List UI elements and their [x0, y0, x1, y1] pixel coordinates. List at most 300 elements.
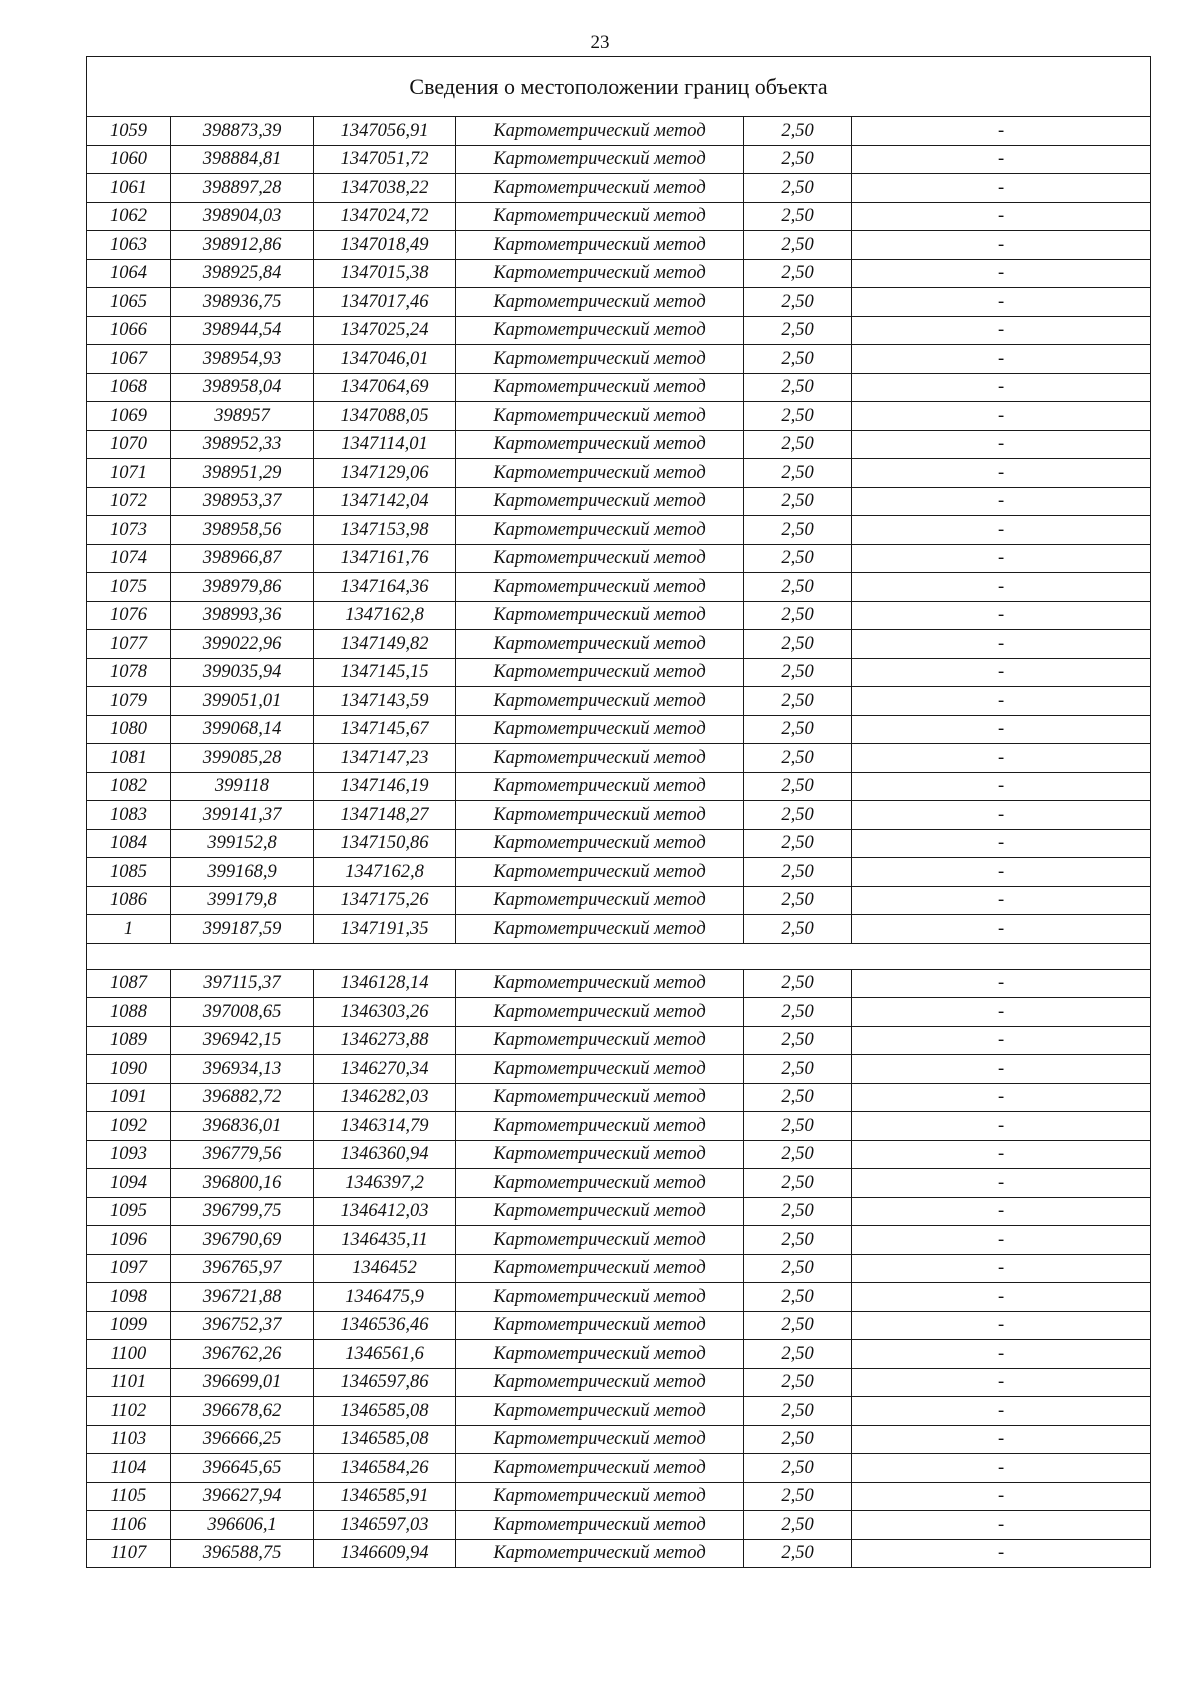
method-cell: Картометрический метод [456, 1226, 744, 1255]
method-cell: Картометрический метод [456, 1283, 744, 1312]
point-number-cell: 1074 [87, 544, 171, 573]
description-cell: - [852, 601, 1151, 630]
method-cell: Картометрический метод [456, 1112, 744, 1141]
point-number-cell: 1067 [87, 345, 171, 374]
table-row [87, 573, 1151, 602]
accuracy-cell: 2,50 [744, 1226, 852, 1255]
description-cell: - [852, 1340, 1151, 1369]
point-number-cell: 1090 [87, 1055, 171, 1084]
method-cell: Картометрический метод [456, 1368, 744, 1397]
accuracy-cell: 2,50 [744, 1055, 852, 1084]
method-cell: Картометрический метод [456, 1539, 744, 1568]
table-row [87, 1140, 1151, 1169]
table-row [87, 459, 1151, 488]
point-number-cell: 1061 [87, 174, 171, 203]
method-cell: Картометрический метод [456, 1254, 744, 1283]
table-row [87, 430, 1151, 459]
accuracy-cell: 2,50 [744, 772, 852, 801]
description-cell: - [852, 231, 1151, 260]
accuracy-cell: 2,50 [744, 1311, 852, 1340]
table-row [87, 516, 1151, 545]
description-cell: - [852, 430, 1151, 459]
accuracy-cell: 2,50 [744, 630, 852, 659]
point-number-cell: 1086 [87, 886, 171, 915]
accuracy-cell: 2,50 [744, 1425, 852, 1454]
description-cell: - [852, 516, 1151, 545]
accuracy-cell: 2,50 [744, 430, 852, 459]
x-coordinate-cell: 396779,56 [171, 1140, 314, 1169]
description-cell: - [852, 316, 1151, 345]
description-cell: - [852, 487, 1151, 516]
method-cell: Картометрический метод [456, 487, 744, 516]
point-number-cell: 1 [87, 915, 171, 944]
x-coordinate-cell: 399085,28 [171, 744, 314, 773]
point-number-cell: 1083 [87, 801, 171, 830]
x-coordinate-cell: 396762,26 [171, 1340, 314, 1369]
y-coordinate-cell: 1346585,08 [314, 1397, 456, 1426]
table-row [87, 231, 1151, 260]
description-cell: - [852, 544, 1151, 573]
accuracy-cell: 2,50 [744, 202, 852, 231]
accuracy-cell: 2,50 [744, 1397, 852, 1426]
accuracy-cell: 2,50 [744, 573, 852, 602]
x-coordinate-cell: 397008,65 [171, 998, 314, 1027]
y-coordinate-cell: 1347024,72 [314, 202, 456, 231]
accuracy-cell: 2,50 [744, 1539, 852, 1568]
table-row [87, 174, 1151, 203]
x-coordinate-cell: 398912,86 [171, 231, 314, 260]
x-coordinate-cell: 398884,81 [171, 145, 314, 174]
y-coordinate-cell: 1346435,11 [314, 1226, 456, 1255]
table-row [87, 1169, 1151, 1198]
x-coordinate-cell: 399068,14 [171, 715, 314, 744]
method-cell: Картометрический метод [456, 573, 744, 602]
description-cell: - [852, 1197, 1151, 1226]
point-number-cell: 1080 [87, 715, 171, 744]
y-coordinate-cell: 1346584,26 [314, 1454, 456, 1483]
point-number-cell: 1075 [87, 573, 171, 602]
description-cell: - [852, 1112, 1151, 1141]
table-row [87, 772, 1151, 801]
accuracy-cell: 2,50 [744, 231, 852, 260]
description-cell: - [852, 1169, 1151, 1198]
point-number-cell: 1104 [87, 1454, 171, 1483]
method-cell: Картометрический метод [456, 658, 744, 687]
description-cell: - [852, 373, 1151, 402]
description-cell: - [852, 969, 1151, 998]
description-cell: - [852, 658, 1151, 687]
description-cell: - [852, 858, 1151, 887]
x-coordinate-cell: 396765,97 [171, 1254, 314, 1283]
table-row [87, 601, 1151, 630]
y-coordinate-cell: 1346314,79 [314, 1112, 456, 1141]
x-coordinate-cell: 399179,8 [171, 886, 314, 915]
table-row [87, 1055, 1151, 1084]
y-coordinate-cell: 1347162,8 [314, 858, 456, 887]
point-number-cell: 1082 [87, 772, 171, 801]
y-coordinate-cell: 1346273,88 [314, 1026, 456, 1055]
table-row [87, 1340, 1151, 1369]
description-cell: - [852, 1539, 1151, 1568]
point-number-cell: 1077 [87, 630, 171, 659]
description-cell: - [852, 402, 1151, 431]
method-cell: Картометрический метод [456, 715, 744, 744]
table-row [87, 1539, 1151, 1568]
description-cell: - [852, 1425, 1151, 1454]
point-number-cell: 1089 [87, 1026, 171, 1055]
description-cell: - [852, 687, 1151, 716]
x-coordinate-cell: 398897,28 [171, 174, 314, 203]
x-coordinate-cell: 397115,37 [171, 969, 314, 998]
x-coordinate-cell: 398993,36 [171, 601, 314, 630]
accuracy-cell: 2,50 [744, 259, 852, 288]
y-coordinate-cell: 1346585,08 [314, 1425, 456, 1454]
accuracy-cell: 2,50 [744, 1112, 852, 1141]
y-coordinate-cell: 1346536,46 [314, 1311, 456, 1340]
y-coordinate-cell: 1346585,91 [314, 1482, 456, 1511]
description-cell: - [852, 715, 1151, 744]
table-row [87, 1026, 1151, 1055]
x-coordinate-cell: 396752,37 [171, 1311, 314, 1340]
point-number-cell: 1091 [87, 1083, 171, 1112]
method-cell: Картометрический метод [456, 117, 744, 146]
table-row [87, 915, 1151, 944]
table-row [87, 687, 1151, 716]
table-row [87, 487, 1151, 516]
x-coordinate-cell: 398944,54 [171, 316, 314, 345]
accuracy-cell: 2,50 [744, 1026, 852, 1055]
point-number-cell: 1101 [87, 1368, 171, 1397]
method-cell: Картометрический метод [456, 1511, 744, 1540]
x-coordinate-cell: 398951,29 [171, 459, 314, 488]
x-coordinate-cell: 396699,01 [171, 1368, 314, 1397]
y-coordinate-cell: 1346397,2 [314, 1169, 456, 1198]
method-cell: Картометрический метод [456, 1169, 744, 1198]
method-cell: Картометрический метод [456, 801, 744, 830]
description-cell: - [852, 1311, 1151, 1340]
table-row [87, 886, 1151, 915]
method-cell: Картометрический метод [456, 1454, 744, 1483]
description-cell: - [852, 1454, 1151, 1483]
description-cell: - [852, 174, 1151, 203]
method-cell: Картометрический метод [456, 430, 744, 459]
x-coordinate-cell: 398925,84 [171, 259, 314, 288]
point-number-cell: 1062 [87, 202, 171, 231]
x-coordinate-cell: 398873,39 [171, 117, 314, 146]
y-coordinate-cell: 1347025,24 [314, 316, 456, 345]
description-cell: - [852, 744, 1151, 773]
method-cell: Картометрический метод [456, 145, 744, 174]
y-coordinate-cell: 1346282,03 [314, 1083, 456, 1112]
table-row [87, 316, 1151, 345]
x-coordinate-cell: 399152,8 [171, 829, 314, 858]
x-coordinate-cell: 399118 [171, 772, 314, 801]
table-row [87, 1283, 1151, 1312]
x-coordinate-cell: 396790,69 [171, 1226, 314, 1255]
description-cell: - [852, 573, 1151, 602]
point-number-cell: 1070 [87, 430, 171, 459]
accuracy-cell: 2,50 [744, 1254, 852, 1283]
accuracy-cell: 2,50 [744, 658, 852, 687]
x-coordinate-cell: 396678,62 [171, 1397, 314, 1426]
x-coordinate-cell: 398958,56 [171, 516, 314, 545]
description-cell: - [852, 1083, 1151, 1112]
method-cell: Картометрический метод [456, 316, 744, 345]
accuracy-cell: 2,50 [744, 601, 852, 630]
x-coordinate-cell: 396800,16 [171, 1169, 314, 1198]
method-cell: Картометрический метод [456, 231, 744, 260]
y-coordinate-cell: 1347164,36 [314, 573, 456, 602]
table-row [87, 1112, 1151, 1141]
point-number-cell: 1096 [87, 1226, 171, 1255]
table-row [87, 829, 1151, 858]
y-coordinate-cell: 1347064,69 [314, 373, 456, 402]
method-cell: Картометрический метод [456, 174, 744, 203]
point-number-cell: 1065 [87, 288, 171, 317]
method-cell: Картометрический метод [456, 744, 744, 773]
x-coordinate-cell: 398936,75 [171, 288, 314, 317]
point-number-cell: 1093 [87, 1140, 171, 1169]
accuracy-cell: 2,50 [744, 801, 852, 830]
point-number-cell: 1098 [87, 1283, 171, 1312]
point-number-cell: 1078 [87, 658, 171, 687]
point-number-cell: 1081 [87, 744, 171, 773]
y-coordinate-cell: 1347149,82 [314, 630, 456, 659]
description-cell: - [852, 259, 1151, 288]
table-row [87, 630, 1151, 659]
point-number-cell: 1099 [87, 1311, 171, 1340]
description-cell: - [852, 829, 1151, 858]
y-coordinate-cell: 1346412,03 [314, 1197, 456, 1226]
y-coordinate-cell: 1347017,46 [314, 288, 456, 317]
table-row [87, 969, 1151, 998]
point-number-cell: 1106 [87, 1511, 171, 1540]
accuracy-cell: 2,50 [744, 1169, 852, 1198]
x-coordinate-cell: 398953,37 [171, 487, 314, 516]
method-cell: Картометрический метод [456, 345, 744, 374]
table-row [87, 1482, 1151, 1511]
point-number-cell: 1087 [87, 969, 171, 998]
description-cell: - [852, 1254, 1151, 1283]
y-coordinate-cell: 1347145,67 [314, 715, 456, 744]
point-number-cell: 1095 [87, 1197, 171, 1226]
description-cell: - [852, 1140, 1151, 1169]
method-cell: Картометрический метод [456, 259, 744, 288]
method-cell: Картометрический метод [456, 1055, 744, 1084]
point-number-cell: 1079 [87, 687, 171, 716]
table-row [87, 1083, 1151, 1112]
method-cell: Картометрический метод [456, 687, 744, 716]
y-coordinate-cell: 1346609,94 [314, 1539, 456, 1568]
y-coordinate-cell: 1347114,01 [314, 430, 456, 459]
description-cell: - [852, 288, 1151, 317]
y-coordinate-cell: 1347051,72 [314, 145, 456, 174]
table-row [87, 345, 1151, 374]
x-coordinate-cell: 396799,75 [171, 1197, 314, 1226]
description-cell: - [852, 1226, 1151, 1255]
table-row [87, 1311, 1151, 1340]
y-coordinate-cell: 1346128,14 [314, 969, 456, 998]
y-coordinate-cell: 1346597,86 [314, 1368, 456, 1397]
accuracy-cell: 2,50 [744, 1368, 852, 1397]
table-row [87, 1254, 1151, 1283]
point-number-cell: 1059 [87, 117, 171, 146]
method-cell: Картометрический метод [456, 1482, 744, 1511]
description-cell: - [852, 772, 1151, 801]
method-cell: Картометрический метод [456, 516, 744, 545]
table-row [87, 1454, 1151, 1483]
y-coordinate-cell: 1347088,05 [314, 402, 456, 431]
description-cell: - [852, 886, 1151, 915]
method-cell: Картометрический метод [456, 1425, 744, 1454]
y-coordinate-cell: 1347046,01 [314, 345, 456, 374]
section-separator-cell [87, 943, 1151, 969]
x-coordinate-cell: 396882,72 [171, 1083, 314, 1112]
accuracy-cell: 2,50 [744, 516, 852, 545]
y-coordinate-cell: 1347145,15 [314, 658, 456, 687]
table-row [87, 402, 1151, 431]
y-coordinate-cell: 1347056,91 [314, 117, 456, 146]
accuracy-cell: 2,50 [744, 544, 852, 573]
accuracy-cell: 2,50 [744, 858, 852, 887]
description-cell: - [852, 998, 1151, 1027]
point-number-cell: 1092 [87, 1112, 171, 1141]
y-coordinate-cell: 1346303,26 [314, 998, 456, 1027]
y-coordinate-cell: 1347015,38 [314, 259, 456, 288]
y-coordinate-cell: 1347161,76 [314, 544, 456, 573]
description-cell: - [852, 1055, 1151, 1084]
y-coordinate-cell: 1346475,9 [314, 1283, 456, 1312]
x-coordinate-cell: 398979,86 [171, 573, 314, 602]
method-cell: Картометрический метод [456, 772, 744, 801]
table-row [87, 1368, 1151, 1397]
x-coordinate-cell: 396934,13 [171, 1055, 314, 1084]
table-row [87, 1511, 1151, 1540]
accuracy-cell: 2,50 [744, 1083, 852, 1112]
point-number-cell: 1073 [87, 516, 171, 545]
method-cell: Картометрический метод [456, 829, 744, 858]
description-cell: - [852, 345, 1151, 374]
point-number-cell: 1066 [87, 316, 171, 345]
point-number-cell: 1063 [87, 231, 171, 260]
point-number-cell: 1097 [87, 1254, 171, 1283]
table-row [87, 288, 1151, 317]
method-cell: Картометрический метод [456, 1026, 744, 1055]
table-row [87, 1425, 1151, 1454]
y-coordinate-cell: 1346270,34 [314, 1055, 456, 1084]
y-coordinate-cell: 1347143,59 [314, 687, 456, 716]
accuracy-cell: 2,50 [744, 1482, 852, 1511]
table-row [87, 1397, 1151, 1426]
description-cell: - [852, 1026, 1151, 1055]
x-coordinate-cell: 399187,59 [171, 915, 314, 944]
y-coordinate-cell: 1347018,49 [314, 231, 456, 260]
table-row [87, 202, 1151, 231]
accuracy-cell: 2,50 [744, 145, 852, 174]
table-row [87, 715, 1151, 744]
x-coordinate-cell: 399051,01 [171, 687, 314, 716]
point-number-cell: 1076 [87, 601, 171, 630]
point-number-cell: 1094 [87, 1169, 171, 1198]
description-cell: - [852, 630, 1151, 659]
y-coordinate-cell: 1346597,03 [314, 1511, 456, 1540]
accuracy-cell: 2,50 [744, 459, 852, 488]
x-coordinate-cell: 398966,87 [171, 544, 314, 573]
description-cell: - [852, 801, 1151, 830]
table-body [87, 57, 1151, 1568]
description-cell: - [852, 1283, 1151, 1312]
x-coordinate-cell: 396645,65 [171, 1454, 314, 1483]
table-row [87, 658, 1151, 687]
section-separator-row [87, 943, 1151, 969]
point-number-cell: 1068 [87, 373, 171, 402]
accuracy-cell: 2,50 [744, 715, 852, 744]
table-row [87, 801, 1151, 830]
x-coordinate-cell: 398958,04 [171, 373, 314, 402]
x-coordinate-cell: 396666,25 [171, 1425, 314, 1454]
method-cell: Картометрический метод [456, 601, 744, 630]
x-coordinate-cell: 398954,93 [171, 345, 314, 374]
x-coordinate-cell: 396942,15 [171, 1026, 314, 1055]
point-number-cell: 1088 [87, 998, 171, 1027]
description-cell: - [852, 459, 1151, 488]
method-cell: Картометрический метод [456, 630, 744, 659]
y-coordinate-cell: 1347147,23 [314, 744, 456, 773]
method-cell: Картометрический метод [456, 1140, 744, 1169]
accuracy-cell: 2,50 [744, 744, 852, 773]
accuracy-cell: 2,50 [744, 1197, 852, 1226]
method-cell: Картометрический метод [456, 544, 744, 573]
y-coordinate-cell: 1346360,94 [314, 1140, 456, 1169]
table-row [87, 373, 1151, 402]
method-cell: Картометрический метод [456, 858, 744, 887]
description-cell: - [852, 117, 1151, 146]
y-coordinate-cell: 1346561,6 [314, 1340, 456, 1369]
boundary-coordinates-table [86, 56, 1151, 1568]
method-cell: Картометрический метод [456, 969, 744, 998]
accuracy-cell: 2,50 [744, 174, 852, 203]
y-coordinate-cell: 1347162,8 [314, 601, 456, 630]
accuracy-cell: 2,50 [744, 373, 852, 402]
accuracy-cell: 2,50 [744, 998, 852, 1027]
point-number-cell: 1103 [87, 1425, 171, 1454]
method-cell: Картометрический метод [456, 459, 744, 488]
y-coordinate-cell: 1347129,06 [314, 459, 456, 488]
table-row [87, 1226, 1151, 1255]
x-coordinate-cell: 399168,9 [171, 858, 314, 887]
description-cell: - [852, 1397, 1151, 1426]
method-cell: Картометрический метод [456, 1197, 744, 1226]
accuracy-cell: 2,50 [744, 1340, 852, 1369]
accuracy-cell: 2,50 [744, 969, 852, 998]
method-cell: Картометрический метод [456, 915, 744, 944]
x-coordinate-cell: 396836,01 [171, 1112, 314, 1141]
x-coordinate-cell: 399141,37 [171, 801, 314, 830]
table-title-row [87, 57, 1151, 117]
x-coordinate-cell: 399035,94 [171, 658, 314, 687]
description-cell: - [852, 915, 1151, 944]
accuracy-cell: 2,50 [744, 1283, 852, 1312]
y-coordinate-cell: 1347038,22 [314, 174, 456, 203]
table-row [87, 998, 1151, 1027]
y-coordinate-cell: 1347150,86 [314, 829, 456, 858]
description-cell: - [852, 1511, 1151, 1540]
description-cell: - [852, 1482, 1151, 1511]
y-coordinate-cell: 1347175,26 [314, 886, 456, 915]
method-cell: Картометрический метод [456, 998, 744, 1027]
description-cell: - [852, 145, 1151, 174]
method-cell: Картометрический метод [456, 1340, 744, 1369]
